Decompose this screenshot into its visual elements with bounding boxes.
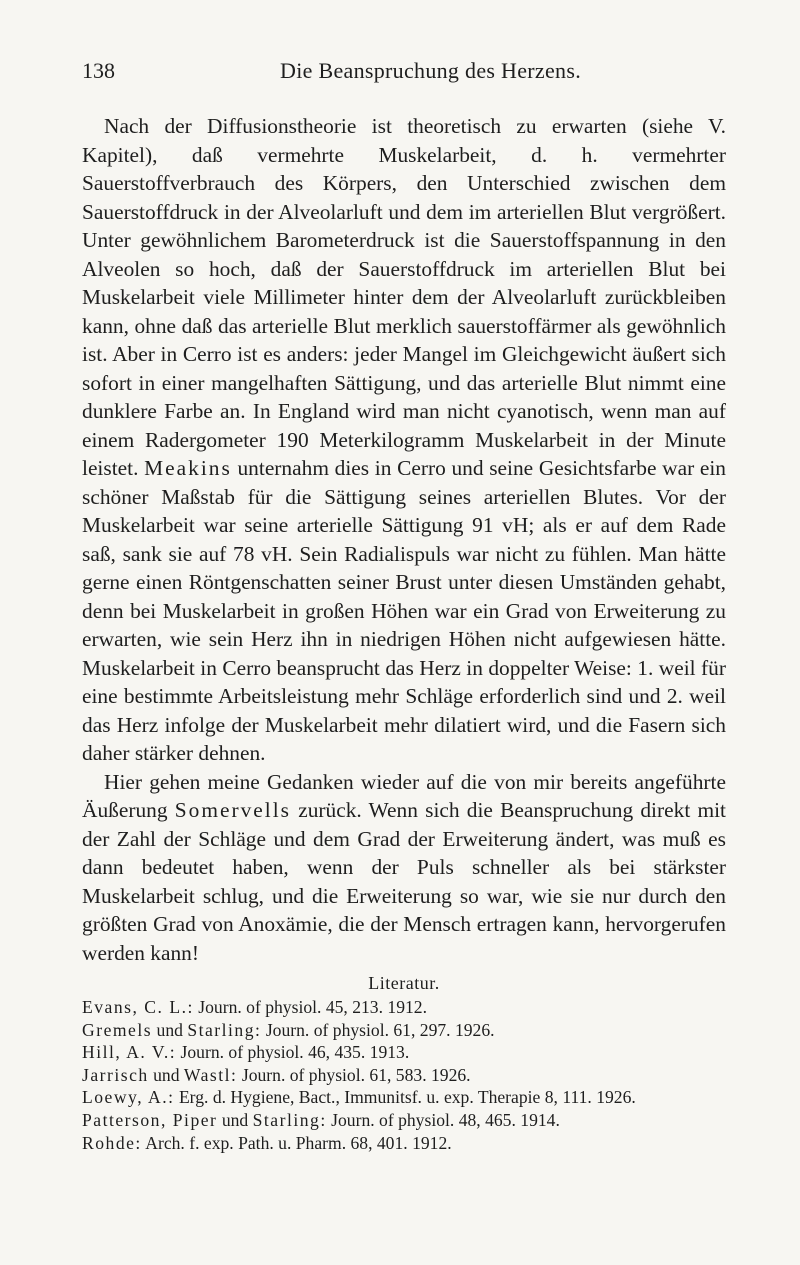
- literature-entry: [82, 1132, 726, 1155]
- literature-entry: [82, 996, 726, 1019]
- reference-author: Evans, C. L.:: [82, 997, 194, 1017]
- literature-list: [82, 996, 726, 1154]
- paragraph-diffusion-theory: [82, 112, 726, 768]
- reference-source: Journ. of physiol. 61, 583. 1926.: [241, 1064, 471, 1085]
- body-text: [82, 112, 726, 967]
- paragraph-text: unternahm dies in Cerro und seine Gesichtsfarbe war ein schöner Maßstab für die Sättigung seines arteriellen Blutes. Vor der Muskelarbeit war seine arterielle Sättigung 91 vH; als er auf dem Rade saß, sank sie auf 78 vH. Sein Radialispuls war nicht zu fühlen. Man hätte gerne einen Röntgenschatten seiner Brust unter diesen Umständen gehabt, denn bei Muskelarbeit in großen Höhen war ein Grad von Erweiterung zu erwarten, wie sein Herz ihn in niedrigen Höhen nicht aufgewiesen hätte. Muskelarbeit in Cerro beansprucht das Herz in doppelter Weise: 1. weil für eine bestimmte Arbeitsleistung mehr Schläge erforderlich sind und 2. weil das Herz infolge der Muskelarbeit mehr dilatiert wird, und die Fasern sich daher stärker dehnen.: [82, 456, 726, 765]
- literature-heading: Literatur.: [368, 973, 440, 993]
- reference-author: Jarrisch: [82, 1064, 149, 1085]
- paragraph-somervell: [82, 768, 726, 968]
- paragraph-text: Nach der Diffusionstheorie ist theoretisch zu erwarten (siehe V. Kapitel), daß vermehrte Muskelarbeit, d. h. vermehrter Sauerstoffverbrauch des Körpers, den Unterschied zwischen dem Sauerstoffdruck in der Alveolarluft und dem im arteriellen Blut vergrößert. Unter gewöhnlichem Barometerdruck ist die Sauerstoffspannung in den Alveolen so hoch, daß der Sauerstoffdruck im arteriellen Blut bei Muskelarbeit viele Millimeter hinter dem der Alveolarluft zurückbleiben kann, ohne daß das arterielle Blut merklich sauerstoffärmer als gewöhnlich ist. Aber in Cerro ist es anders: jeder Mangel im Gleichgewicht äußert sich sofort in einer mangelhaften Sättigung, und das arterielle Blut nimmt eine dunklere Farbe an. In England wird man nicht cyanotisch, wenn man auf einem Radergometer 190 Meterkilogramm Muskelarbeit in der Minute leistet.: [82, 114, 726, 480]
- reference-source: Erg. d. Hygiene, Bact., Immunitsf. u. exp. Therapie 8, 111. 1926.: [178, 1087, 636, 1108]
- literature-entry: [82, 1019, 726, 1042]
- reference-author: Starling:: [187, 1019, 262, 1040]
- reference-connector: und: [153, 1064, 180, 1085]
- reference-source: Journ. of physiol. 45, 213. 1912.: [198, 997, 427, 1017]
- reference-author: Hill, A. V.:: [82, 1042, 177, 1063]
- reference-author: Loewy, A.:: [82, 1087, 175, 1108]
- reference-source: Journ. of physiol. 61, 297. 1926.: [265, 1019, 495, 1040]
- page-number: 138: [82, 58, 115, 83]
- author-name-somervell: Somervells: [174, 798, 291, 822]
- literature-entry: [82, 1109, 726, 1132]
- reference-connector: und: [156, 1019, 183, 1040]
- reference-author: Starling:: [252, 1109, 327, 1130]
- reference-source: Arch. f. exp. Path. u. Pharm. 68, 401. 1912.: [145, 1132, 452, 1153]
- reference-author: Rohde:: [82, 1132, 142, 1153]
- literature-entry: [82, 1086, 726, 1109]
- reference-connector: und: [221, 1109, 249, 1130]
- reference-source: Journ. of physiol. 46, 435. 1913.: [180, 1042, 410, 1063]
- page-header: [82, 58, 726, 84]
- paragraph-text: Hier gehen meine Gedanken wieder auf die von mir bereits angeführte Äußerung: [82, 769, 726, 822]
- author-name-meakins: Meakins: [144, 456, 232, 480]
- reference-author: Patterson, Piper: [82, 1109, 218, 1130]
- reference-author: Gremels: [82, 1019, 153, 1040]
- literature-entry: [82, 1064, 726, 1087]
- reference-author: Wastl:: [183, 1064, 238, 1085]
- literature-entry: [82, 1041, 726, 1064]
- paragraph-text: zurück. Wenn sich die Beanspruchung direkt mit der Zahl der Schläge und dem Grad der Erweiterung ändert, was muß es dann bedeutet haben, wenn der Puls schneller als bei stärkster Muskelarbeit schlug, und die Erweiterung so war, wie sie nur durch den größten Grad von Anoxämie, die der Mensch ertragen kann, hervorgerufen werden kann!: [82, 798, 726, 965]
- reference-source: Journ. of physiol. 48, 465. 1914.: [331, 1109, 560, 1130]
- running-title: Die Beanspruchung des Herzens.: [280, 58, 582, 83]
